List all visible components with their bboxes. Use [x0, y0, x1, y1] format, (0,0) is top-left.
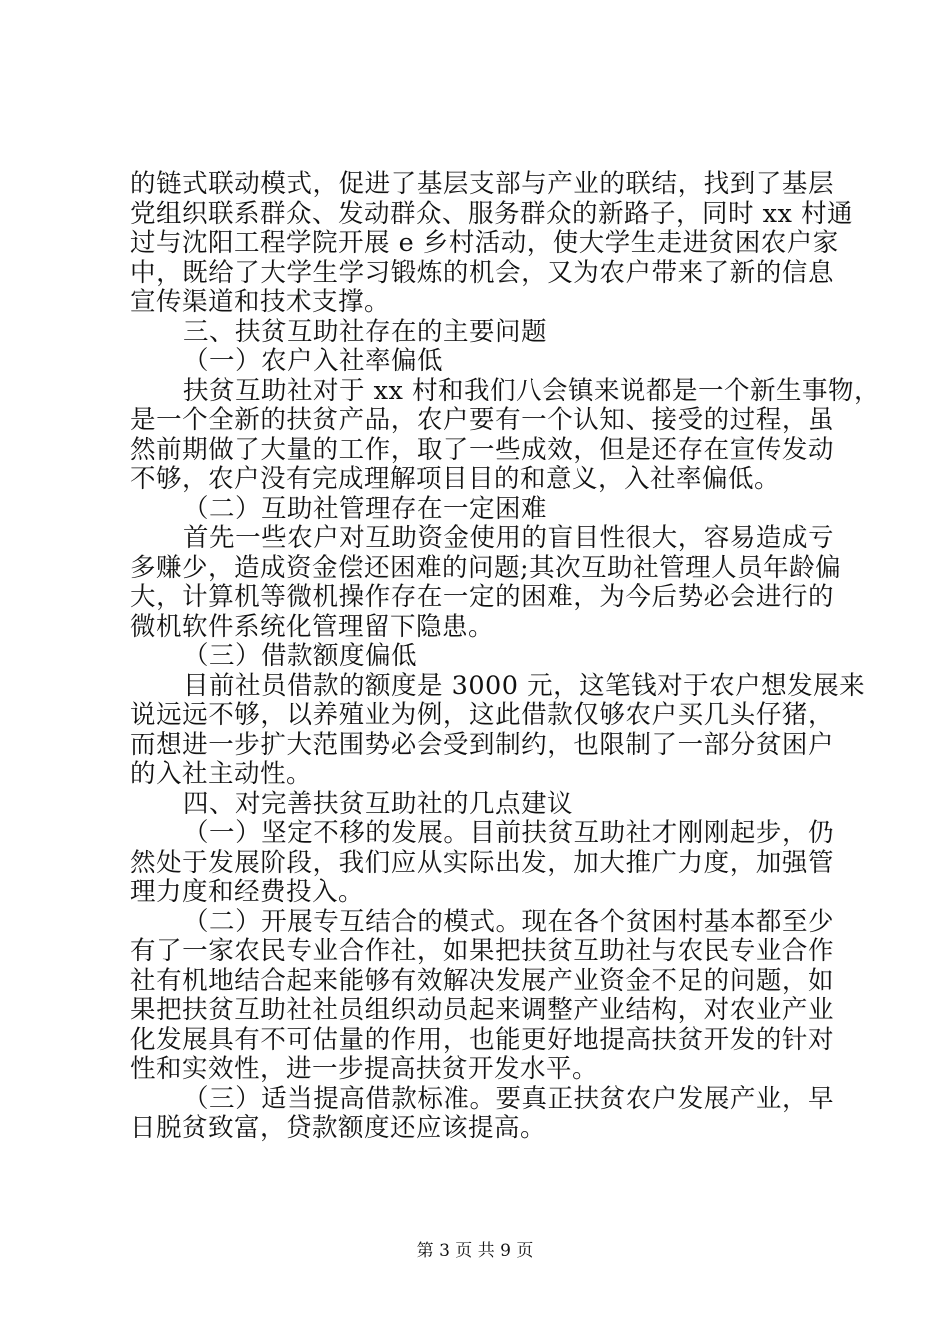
text-line: 化发展具有不可估量的作用，也能更好地提高扶贫开发的针对: [130, 1024, 834, 1055]
text-line: （三）适当提高借款标准。要真正扶贫农户发展产业，早: [183, 1083, 834, 1114]
text-line: 性和实效性，进一步提高扶贫开发水平。: [130, 1054, 599, 1084]
text-line: 大，计算机等微机操作存在一定的困难，为今后势必会进行的: [130, 582, 834, 612]
text-line: 首先一些农户对互助资金使用的盲目性很大，容易造成亏: [183, 523, 834, 553]
text-line: 是一个全新的扶贫产品，农户要有一个认知、接受的过程，虽: [130, 405, 834, 435]
text-line: 然前期做了大量的工作，取了一些成效，但是还存在宣传发动: [130, 434, 834, 465]
document-body: [130, 169, 880, 1144]
text-line: （一）坚定不移的发展。目前扶贫互助社才刚刚起步，仍: [183, 818, 834, 848]
text-line: 的链式联动模式，促进了基层支部与产业的联结，找到了基层: [130, 169, 834, 199]
page-footer: [0, 1240, 950, 1262]
text-line: 日脱贫致富，贷款额度还应该提高。: [130, 1113, 547, 1143]
text-line: 党组织联系群众、发动群众、服务群众的新路子，同时 xx 村通: [130, 198, 853, 229]
text-line: 社有机地结合起来能够有效解决发展产业资金不足的问题，如: [130, 965, 834, 996]
text-line: 目前社员借款的额度是 3000 元，这笔钱对于农户想发展来: [183, 670, 866, 701]
text-line: （三）借款额度偏低: [183, 641, 418, 671]
text-line: （二）开展专互结合的模式。现在各个贫困村基本都至少: [183, 906, 834, 937]
text-line: 说远远不够，以养殖业为例，这此借款仅够农户买几头仔猪，: [130, 700, 834, 730]
text-line: 理力度和经费投入。: [130, 877, 365, 907]
text-line: 而想进一步扩大范围势必会受到制约，也限制了一部分贫困户: [130, 729, 834, 760]
text-line: 中，既给了大学生学习锻炼的机会，又为农户带来了新的信息: [130, 257, 834, 288]
text-line: 过与沈阳工程学院开展 e 乡村活动，使大学生走进贫困农户家: [130, 228, 839, 258]
text-line: 的入社主动性。: [130, 759, 313, 789]
text-line: 多赚少，造成资金偿还困难的问题;其次互助社管理人员年龄偏: [130, 552, 842, 583]
text-line: 扶贫互助社对于 xx 村和我们八会镇来说都是一个新生事物，: [183, 375, 880, 406]
text-line: 果把扶贫互助社社员组织动员起来调整产业结构，对农业产业: [130, 995, 834, 1025]
page-number-label: 第 3 页 共 9 页: [416, 1241, 534, 1261]
text-line: （一）农户入社率偏低: [183, 346, 444, 376]
text-line: （二）互助社管理存在一定困难: [183, 493, 548, 524]
text-line: 微机软件系统化管理留下隐患。: [130, 611, 495, 642]
text-line: 宣传渠道和技术支撑。: [130, 287, 391, 317]
text-line: 有了一家农民专业合作社，如果把扶贫互助社与农民专业合作: [130, 936, 834, 966]
text-line: 然处于发展阶段，我们应从实际出发，加大推广力度，加强管: [130, 847, 834, 878]
text-line: 四、对完善扶贫互助社的几点建议: [183, 788, 574, 819]
text-line: 三、扶贫互助社存在的主要问题: [183, 316, 548, 347]
text-line: 不够，农户没有完成理解项目目的和意义，入社率偏低。: [130, 464, 781, 494]
